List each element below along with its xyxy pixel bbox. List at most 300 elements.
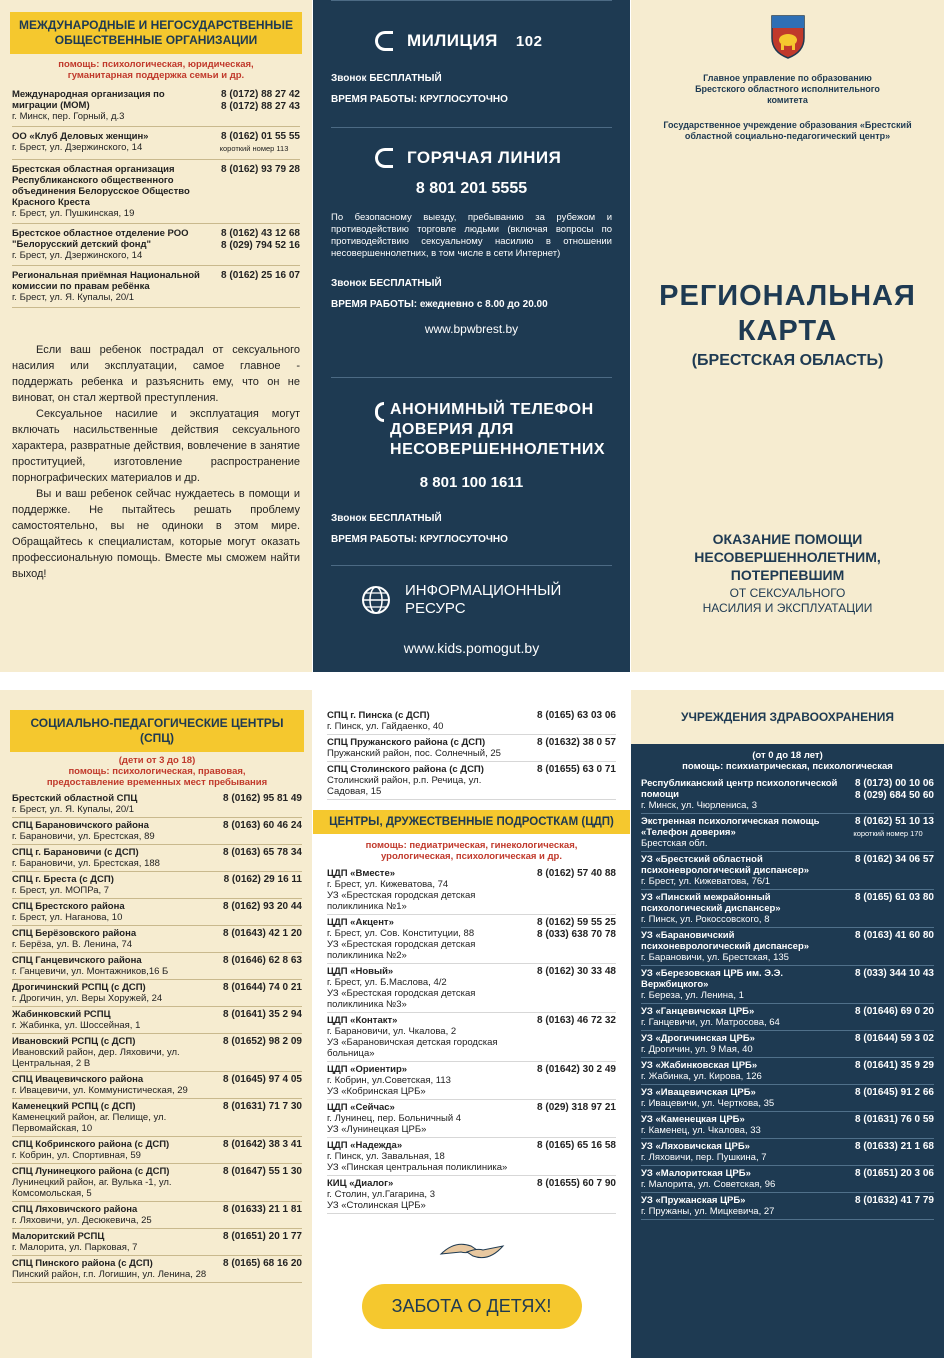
list-item — [327, 708, 616, 735]
cdp-subtitle: помощь: педиатрическая, гинекологическая, урологическая, психологическая и др. — [365, 840, 578, 862]
item-address: г. Столин, ул.Гагарина, 3 — [327, 1189, 435, 1200]
item-phone — [842, 816, 934, 840]
item-name: СПЦ Пружанского района (с ДСП) — [327, 737, 486, 748]
list-item — [327, 915, 616, 964]
hotline-site[interactable]: www.bpwbrest.by — [424, 322, 519, 336]
item-phone — [208, 164, 300, 176]
item-text — [12, 1036, 210, 1069]
item-name: ЦДП «Ориентир» — [327, 1064, 408, 1075]
list-item — [12, 266, 300, 308]
item-text — [12, 1166, 210, 1199]
item-phone-number: 8 (01632) 41 7 79 — [855, 1195, 934, 1206]
list-item — [641, 852, 934, 890]
list-item — [641, 1058, 934, 1085]
item-address: г. Брест, ул. Кижеватова, 74 — [327, 879, 449, 890]
item-phone-number: 8 (01644) 74 0 21 — [223, 982, 302, 993]
item-address: г. Минск, ул. Чюрлениса, 3 — [641, 800, 757, 811]
info-title: ИНФОРМАЦИОННЫЙ РЕСУРС — [405, 582, 562, 617]
item-phone — [842, 892, 934, 904]
item-name: Брестский областной СПЦ — [12, 793, 138, 804]
item-text — [12, 955, 210, 977]
item-address: г. Жабинка, ул. Шоссейная, 1 — [12, 1020, 141, 1031]
panel-cover — [631, 0, 944, 672]
anon-title: АНОНИМНЫЙ ТЕЛЕФОН ДОВЕРИЯ ДЛЯ НЕСОВЕРШЕННОЛЕТНИХ — [390, 401, 606, 458]
panel-health — [631, 690, 944, 1358]
item-name: КИЦ «Диалог» — [327, 1178, 394, 1189]
item-phone-number: 8 (0162) 34 06 57 — [855, 854, 934, 865]
item-phone-number: 8 (01652) 98 2 09 — [223, 1036, 302, 1047]
list-item — [327, 762, 616, 800]
item-phone — [210, 1036, 302, 1048]
item-phone — [210, 982, 302, 994]
item-phone-number: 8 (01632) 38 0 57 — [537, 737, 616, 748]
item-address: г. Ляховичи, ул. Десюкевича, 25 — [12, 1215, 152, 1226]
item-name: СПЦ г. Барановичи (с ДСП) — [12, 847, 139, 858]
item-name: Региональная приёмная Национальной комиссии по правам ребёнка — [12, 270, 200, 292]
item-text — [641, 1141, 842, 1163]
item-address: Каменецкий район, аг. Пелище, ул. Первомайская, 10 — [12, 1112, 167, 1134]
item-phone-number: 8 (01645) 91 2 66 — [855, 1087, 934, 1098]
item-address: г. Барановичи, ул. Брестская, 135 — [641, 952, 789, 963]
item-phone — [524, 737, 616, 749]
item-phone-number: 8 (0162) 95 81 49 — [223, 793, 302, 804]
item-phone-number: 8 (0163) 41 60 80 — [855, 930, 934, 941]
anon-number: 8 801 100 1611 — [419, 474, 524, 491]
item-name: УЗ «Пружанская ЦРБ» — [641, 1195, 746, 1206]
item-address: г. Пинск, ул. Завальная, 18 — [327, 1151, 445, 1162]
info-site[interactable]: www.kids.pomogut.by — [403, 640, 540, 656]
item-text — [327, 710, 524, 732]
item-phone-number: 8 (01641) 35 2 94 — [223, 1009, 302, 1020]
item-address: Ивановский район, дер. Ляховичи, ул. Центральная, 2 В — [12, 1047, 180, 1069]
anon-free: Звонок БЕСПЛАТНЫЙ — [331, 513, 442, 524]
item-text — [641, 1168, 842, 1190]
list-item — [641, 1139, 934, 1166]
item-address: г. Дрогичин, ул. Веры Хоружей, 24 — [12, 993, 163, 1004]
item-name: ЦДП «Вместе» — [327, 868, 396, 879]
anon-hours: ВРЕМЯ РАБОТЫ: КРУГЛОСУТОЧНО — [331, 534, 508, 545]
hotline-block — [331, 128, 612, 378]
list-item — [12, 160, 300, 224]
list-item — [641, 776, 934, 814]
item-text — [12, 1009, 210, 1031]
item-name: ОО «Клуб Деловых женщин» — [12, 131, 149, 142]
list-item — [12, 1099, 302, 1137]
item-text — [12, 847, 210, 869]
police-number: 102 — [515, 32, 543, 50]
item-phone-number: 8 (0162) 51 10 13 — [855, 816, 934, 827]
hotline-desc: По безопасному выезду, пребыванию за рубежом и противодействию торговле людьми (включая вопросы по противодействию сексуальному насилию в отношении несовершеннолетних, в том числе в сети Интернет) — [331, 212, 612, 259]
item-name: УЗ «Жабинковская ЦРБ» — [641, 1060, 758, 1071]
item-name: Республиканский центр психологической помощи — [641, 778, 838, 800]
item-name: УЗ «Ивацевичская ЦРБ» — [641, 1087, 756, 1098]
cdp-list — [327, 866, 616, 1214]
item-address: г. Брест, ул. Я. Купалы, 20/1 — [12, 804, 135, 815]
item-phone-number: 8 (01644) 59 3 02 — [855, 1033, 934, 1044]
item-name: ЦДП «Акцент» — [327, 917, 394, 928]
item-phone — [842, 778, 934, 802]
item-text — [641, 816, 842, 849]
spc-subtitle: помощь: психологическая, правовая, предоставление временных мест пребывания — [46, 766, 268, 788]
item-phone — [210, 793, 302, 805]
item-text — [12, 793, 210, 815]
item-phone — [524, 1140, 616, 1152]
item-name: Каменецкий РСПЦ (с ДСП) — [12, 1101, 136, 1112]
item-phone-number: 8 (0163) 46 72 32 — [537, 1015, 616, 1026]
item-phone — [208, 270, 300, 282]
item-phone-number: 8 (0163) 60 46 24 — [223, 820, 302, 831]
spc-list — [12, 791, 302, 1283]
item-text — [327, 868, 524, 912]
item-name: УЗ «Барановичский психоневрологический диспансер» — [641, 930, 810, 952]
item-address: г. Ляховичи, пер. Пушкина, 7 — [641, 1152, 767, 1163]
item-phone-number: 8 (01631) 76 0 59 — [855, 1114, 934, 1125]
list-item — [327, 964, 616, 1013]
item-phone — [210, 1258, 302, 1270]
item-institution: УЗ «Брестская городская детская поликлиника №1» — [327, 890, 476, 912]
item-phone — [210, 874, 302, 886]
item-address: г. Брест, ул. Пушкинская, 19 — [12, 208, 135, 219]
list-item — [12, 791, 302, 818]
item-phone-number: 8 (0172) 88 27 42 8 (0172) 88 27 43 — [221, 89, 300, 112]
item-text — [12, 982, 210, 1004]
item-address: г. Барановичи, ул. Брестская, 89 — [12, 831, 155, 842]
item-text — [327, 1064, 524, 1097]
item-phone — [208, 131, 300, 155]
anon-block — [331, 378, 612, 566]
list-item — [327, 735, 616, 762]
item-text — [12, 901, 210, 923]
list-item — [641, 1031, 934, 1058]
item-phone — [842, 968, 934, 980]
item-name: СПЦ Брестского района — [12, 901, 125, 912]
item-text — [327, 966, 524, 1010]
item-phone — [210, 1231, 302, 1243]
item-text — [12, 1231, 210, 1253]
item-text — [327, 764, 524, 797]
item-name: Брестская областная организация Республиканского общественного объединения Белорусское Общество Красного Креста — [12, 164, 190, 208]
globe-icon — [361, 585, 391, 615]
item-text — [641, 1033, 842, 1055]
item-phone — [524, 1102, 616, 1114]
item-text — [641, 968, 842, 1001]
org-2: Государственное учреждение образования «Брестский областной социально-педагогический центр» — [663, 120, 912, 141]
item-phone-number: 8 (01631) 71 7 30 — [223, 1101, 302, 1112]
item-name: СПЦ Ганцевичского района — [12, 955, 142, 966]
list-item — [12, 872, 302, 899]
list-item — [12, 899, 302, 926]
hotline-title: ГОРЯЧАЯ ЛИНИЯ — [407, 148, 562, 167]
item-phone-note: короткий номер 113 — [219, 144, 289, 153]
police-title: МИЛИЦИЯ — [407, 31, 498, 50]
item-address: г. Брест, ул. Я. Купалы, 20/1 — [12, 292, 135, 303]
item-phone — [524, 917, 616, 941]
item-address: г. Брест, ул. Дзержинского, 14 — [12, 250, 143, 261]
item-institution: УЗ «Кобринская ЦРБ» — [327, 1086, 426, 1097]
item-institution: УЗ «Столинская ЦРБ» — [327, 1200, 426, 1211]
item-address: г. Каменец, ул. Чкалова, 33 — [641, 1125, 761, 1136]
item-phone-number: 8 (0162) 29 16 11 — [223, 874, 302, 885]
item-name: СПЦ Кобринского района (с ДСП) — [12, 1139, 170, 1150]
item-phone — [842, 1087, 934, 1099]
item-address: г. Барановичи, ул. Чкалова, 2 — [327, 1026, 457, 1037]
item-text — [327, 1015, 524, 1059]
item-text — [327, 1140, 524, 1173]
item-text — [12, 89, 208, 122]
item-address: г. Берёза, ул. В. Ленина, 74 — [12, 939, 133, 950]
item-phone-number: 8 (0162) 43 12 68 8 (029) 794 52 16 — [221, 228, 300, 251]
item-address: г. Ганцевичи, ул. Монтажников,16 Б — [12, 966, 169, 977]
item-phone — [842, 1195, 934, 1207]
item-text — [12, 1101, 210, 1134]
cover-title-1: РЕГИОНАЛЬНАЯ — [659, 280, 916, 312]
item-phone-number: 8 (01633) 21 1 81 — [223, 1204, 302, 1215]
item-phone-number: 8 (01643) 42 1 20 — [223, 928, 302, 939]
item-phone-number: 8 (0173) 00 10 06 8 (029) 684 50 60 — [855, 778, 934, 801]
item-name: Дрогичинский РСПЦ (с ДСП) — [12, 982, 146, 993]
list-item — [327, 866, 616, 915]
item-name: СПЦ Берёзовского района — [12, 928, 137, 939]
item-name: Жабинковский РСПЦ — [12, 1009, 111, 1020]
item-address: г. Малорита, ул. Советская, 96 — [641, 1179, 776, 1190]
phone-icon — [375, 402, 384, 422]
item-name: Малоритский РСПЦ — [12, 1231, 105, 1242]
item-text — [641, 1087, 842, 1109]
item-phone-number: 8 (01651) 20 3 06 — [855, 1168, 934, 1179]
health-subtitle: помощь: психиатрическая, психологическая — [682, 761, 893, 772]
item-text — [12, 874, 210, 896]
item-address: г. Барановичи, ул. Брестская, 188 — [12, 858, 160, 869]
slogan-badge — [362, 1284, 582, 1329]
item-phone — [842, 854, 934, 866]
panel-hotlines — [313, 0, 630, 672]
item-phone — [842, 1114, 934, 1126]
item-phone — [524, 868, 616, 880]
item-phone-number: 8 (0162) 93 20 44 — [223, 901, 302, 912]
cdp-title: ЦЕНТРЫ, ДРУЖЕСТВЕННЫЕ ПОДРОСТКАМ (ЦДП) — [313, 810, 630, 834]
item-phone — [524, 1064, 616, 1076]
item-phone-number: 8 (01633) 21 1 68 — [855, 1141, 934, 1152]
item-text — [12, 131, 208, 153]
item-phone — [210, 820, 302, 832]
item-name: СПЦ Пинского района (с ДСП) — [12, 1258, 153, 1269]
item-phone — [524, 1178, 616, 1190]
list-item — [327, 1138, 616, 1176]
item-phone — [842, 1006, 934, 1018]
item-text — [327, 917, 524, 961]
paragraph: Если ваш ребенок пострадал от сексуального насилия или эксплуатации, самое главное - поддержать ребенка и разъяснить ему, что он не виноват, он стал жертвой преступления. — [12, 344, 300, 404]
item-phone — [524, 710, 616, 722]
item-text — [327, 737, 524, 759]
item-phone-number: 8 (01641) 35 9 29 — [855, 1060, 934, 1071]
item-address: г. Лунинец, пер. Больничный 4 — [327, 1113, 462, 1124]
coat-of-arms-icon — [768, 12, 808, 60]
item-address: г. Брест, ул. Б.Маслова, 4/2 — [327, 977, 447, 988]
item-institution: УЗ «Брестская городская детская поликлиника №3» — [327, 988, 476, 1010]
list-item — [327, 1013, 616, 1062]
item-address: г. Малорита, ул. Парковая, 7 — [12, 1242, 138, 1253]
spc-age: (дети от 3 до 18) — [118, 755, 196, 766]
item-phone — [210, 928, 302, 940]
item-phone-number: 8 (0162) 93 79 28 — [221, 164, 300, 175]
item-address: г. Пружаны, ул. Мицкевича, 27 — [641, 1206, 775, 1217]
item-name: Международная организация по миграции (МОМ) — [12, 89, 165, 111]
item-address: г. Минск, пер. Горный, д.3 — [12, 111, 125, 122]
item-phone-number: 8 (0165) 65 16 58 — [537, 1140, 616, 1151]
item-address: г. Брест, ул. Наганова, 10 — [12, 912, 123, 923]
item-phone — [210, 1009, 302, 1021]
item-name: УЗ «Ляховичская ЦРБ» — [641, 1141, 750, 1152]
item-address: г. Пинск, ул. Рокоссовского, 8 — [641, 914, 770, 925]
item-phone — [842, 1060, 934, 1072]
item-phone — [524, 966, 616, 978]
item-address: г. Дрогичин, ул. 9 Мая, 40 — [641, 1044, 753, 1055]
item-address: г. Кобрин, ул.Советская, 113 — [327, 1075, 451, 1086]
item-phone — [210, 1074, 302, 1086]
item-name: СПЦ Ивацевичского района — [12, 1074, 144, 1085]
item-phone — [208, 228, 300, 252]
item-name: ЦДП «Сейчас» — [327, 1102, 395, 1113]
item-phone-number: 8 (0162) 01 55 55 — [221, 131, 300, 142]
list-item — [12, 818, 302, 845]
item-phone — [208, 89, 300, 113]
cover-sub-1: ОКАЗАНИЕ ПОМОЩИ НЕСОВЕРШЕННОЛЕТНИМ, ПОТЕРПЕВШИМ — [694, 531, 881, 583]
item-name: ЦДП «Новый» — [327, 966, 394, 977]
item-phone-number: 8 (01642) 38 3 41 — [223, 1139, 302, 1150]
ngo-list — [12, 85, 300, 308]
list-item — [12, 127, 300, 160]
item-text — [12, 820, 210, 842]
item-phone — [842, 1141, 934, 1153]
item-text — [12, 1074, 210, 1096]
item-phone — [210, 1101, 302, 1113]
cover-sub-2: ОТ СЕКСУАЛЬНОГО НАСИЛИЯ И ЭКСПЛУАТАЦИИ — [702, 586, 873, 615]
list-item — [327, 1176, 616, 1214]
item-text — [641, 1006, 842, 1028]
item-phone — [524, 764, 616, 776]
list-item — [12, 1256, 302, 1283]
ngo-subtitle: помощь: психологическая, юридическая, гуманитарная поддержка семьи и др. — [58, 59, 254, 81]
list-item — [641, 966, 934, 1004]
item-text — [641, 778, 842, 811]
list-item — [641, 890, 934, 928]
cover-title-2: КАРТА — [737, 315, 838, 347]
item-phone-number: 8 (01651) 20 1 77 — [223, 1231, 302, 1242]
item-text — [12, 1204, 210, 1226]
spc-list-continued — [327, 708, 616, 800]
item-name: УЗ «Малоритская ЦРБ» — [641, 1168, 751, 1179]
list-item — [641, 1112, 934, 1139]
police-block — [331, 0, 612, 128]
item-name: Экстренная психологическая помощь «Телефон доверия» — [641, 816, 820, 838]
item-address: Столинский район, р.п. Речица, ул. Садовая, 15 — [327, 775, 482, 797]
item-phone-number: 8 (0162) 30 33 48 — [537, 966, 616, 977]
item-address: г. Жабинка, ул. Кирова, 126 — [641, 1071, 762, 1082]
item-text — [641, 930, 842, 963]
item-name: УЗ «Пинский межрайонный психологический диспансер» — [641, 892, 781, 914]
item-text — [12, 228, 208, 261]
police-free: Звонок БЕСПЛАТНЫЙ — [331, 73, 442, 84]
list-item — [12, 1007, 302, 1034]
list-item — [641, 1085, 934, 1112]
item-address: г. Береза, ул. Ленина, 1 — [641, 990, 744, 1001]
list-item — [327, 1100, 616, 1138]
panel-spc — [0, 690, 312, 1358]
item-phone-number: 8 (01646) 69 0 20 — [855, 1006, 934, 1017]
item-phone-number: 8 (01642) 30 2 49 — [537, 1064, 616, 1075]
health-title: УЧРЕЖДЕНИЯ ЗДРАВООХРАНЕНИЯ — [631, 690, 944, 744]
slogan-text: ЗАБОТА О ДЕТЯХ! — [391, 1296, 552, 1316]
list-item — [12, 1229, 302, 1256]
item-phone — [524, 1015, 616, 1027]
item-phone — [842, 930, 934, 942]
paragraph: Сексуальное насилие и эксплуатация могут включать насильственные действия сексуального характера, развратные действия, вовлечение в занятие проституцией, изготовление распространение порнографических материалов и др. — [12, 408, 300, 484]
phone-icon — [375, 31, 393, 51]
item-phone-number: 8 (033) 344 10 43 — [855, 968, 934, 979]
item-name: СПЦ Барановичского района — [12, 820, 149, 831]
paragraph: Вы и ваш ребенок сейчас нуждаетесь в помощи и поддержке. Не пытайтесь решать проблему самостоятельно, вы не одиноки в этом мире. Обращайтесь к специалистам, которые могут оказать профессиональную помощь. Вместе мы сможем найти выход! — [12, 488, 300, 580]
list-item — [641, 1193, 934, 1220]
item-text — [641, 854, 842, 887]
info-block — [331, 582, 612, 656]
phone-icon — [375, 148, 393, 168]
item-phone-number: 8 (0165) 63 03 06 — [537, 710, 616, 721]
item-address: г. Пинск, ул. Гайдаенко, 40 — [327, 721, 444, 732]
item-text — [641, 1114, 842, 1136]
item-name: УЗ «Березовская ЦРБ им. Э.Э. Вержбицкого» — [641, 968, 784, 990]
item-address: г. Брест, ул. МОПРа, 7 — [12, 885, 110, 896]
item-text — [12, 1258, 210, 1280]
police-hours: ВРЕМЯ РАБОТЫ: КРУГЛОСУТОЧНО — [331, 94, 508, 105]
item-phone-number: 8 (01646) 62 8 63 — [223, 955, 302, 966]
item-phone — [210, 901, 302, 913]
item-text — [12, 270, 208, 303]
item-address: Лунинецкий район, аг. Вулька -1, ул. Комсомольская, 5 — [12, 1177, 172, 1199]
item-name: УЗ «Брестский областной психоневрологический диспансер» — [641, 854, 810, 876]
item-phone-number: 8 (0162) 57 40 88 — [537, 868, 616, 879]
list-item — [12, 1202, 302, 1229]
list-item — [12, 1137, 302, 1164]
panel-cdp — [313, 690, 630, 1358]
hands-icon — [437, 1232, 507, 1268]
item-address: Брестская обл. — [641, 838, 708, 849]
item-name: ЦДП «Контакт» — [327, 1015, 398, 1026]
item-phone — [210, 955, 302, 967]
item-text — [327, 1102, 524, 1135]
item-phone-number: 8 (029) 318 97 21 — [537, 1102, 616, 1113]
item-address: г. Ивацевичи, ул. Черткова, 35 — [641, 1098, 775, 1109]
item-address: г. Брест, ул. Кижеватова, 76/1 — [641, 876, 771, 887]
item-name: Ивановский РСПЦ (с ДСП) — [12, 1036, 136, 1047]
item-address: г. Ивацевичи, ул. Коммунистическая, 29 — [12, 1085, 188, 1096]
item-address: г. Брест, ул. Дзержинского, 14 — [12, 142, 143, 153]
hotline-number: 8 801 201 5555 — [415, 180, 528, 197]
item-text — [12, 1139, 210, 1161]
cover-title-3: (БРЕСТСКАЯ ОБЛАСТЬ) — [691, 352, 884, 369]
list-item — [12, 85, 300, 127]
list-item — [12, 224, 300, 266]
item-phone-number: 8 (0163) 65 78 34 — [223, 847, 302, 858]
item-institution: УЗ «Лунинецкая ЦРБ» — [327, 1124, 427, 1135]
item-name: СПЦ г. Бреста (с ДСП) — [12, 874, 114, 885]
item-institution: УЗ «Пинская центральная поликлиника» — [327, 1162, 508, 1173]
org-1: Главное управление по образованию Брестского областного исполнительного комитета — [695, 73, 880, 105]
item-text — [12, 928, 210, 950]
item-text — [327, 1178, 524, 1211]
item-name: СПЦ Столинского района (с ДСП) — [327, 764, 484, 775]
item-phone — [842, 1033, 934, 1045]
list-item — [12, 845, 302, 872]
